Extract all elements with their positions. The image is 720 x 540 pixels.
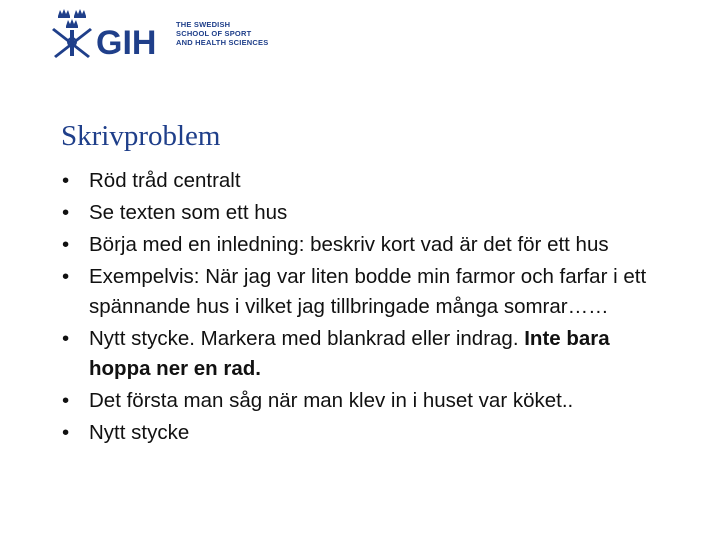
list-item [62, 418, 672, 448]
list-item-bold-text: Inte bara hoppa ner en rad. [89, 327, 610, 380]
list-item-text: Börja med en inledning: beskriv kort vad är det för ett hus [89, 233, 609, 256]
list-item-text: Se texten som ett hus [89, 201, 288, 224]
crown-icon [58, 9, 70, 18]
slide-title: Skrivproblem [61, 120, 221, 152]
bullet-icon: • [62, 421, 70, 444]
gih-wordmark: GIH [96, 24, 157, 60]
gih-crest-icon [52, 6, 168, 60]
bullet-icon: • [62, 265, 70, 288]
list-item-text: Röd tråd centralt [89, 169, 241, 192]
logo-tagline: THE SWEDISH SCHOOL OF SPORT AND HEALTH SCIENCES [176, 19, 269, 47]
list-item-text: Nytt stycke [89, 421, 190, 444]
list-item-text: Det första man såg när man klev in i huset var köket.. [89, 389, 574, 412]
bullet-icon: • [62, 201, 70, 224]
bullet-icon: • [62, 389, 70, 412]
list-item [62, 166, 672, 196]
list-item [62, 324, 672, 384]
bullet-list [62, 166, 672, 450]
list-item [62, 230, 672, 260]
list-item-text: Exempelvis: När jag var liten bodde min farmor och farfar i ett spännande hus i vilket jag tillbringade många somrar…… [89, 265, 647, 318]
list-item [62, 386, 672, 416]
bullet-icon: • [62, 327, 70, 350]
bullet-icon: • [62, 233, 70, 256]
list-item-text: Nytt stycke. Markera med blankrad eller indrag. [89, 327, 525, 350]
list-item [62, 198, 672, 228]
list-item [62, 262, 672, 322]
gih-logo [52, 6, 268, 60]
bullet-icon: • [62, 169, 70, 192]
